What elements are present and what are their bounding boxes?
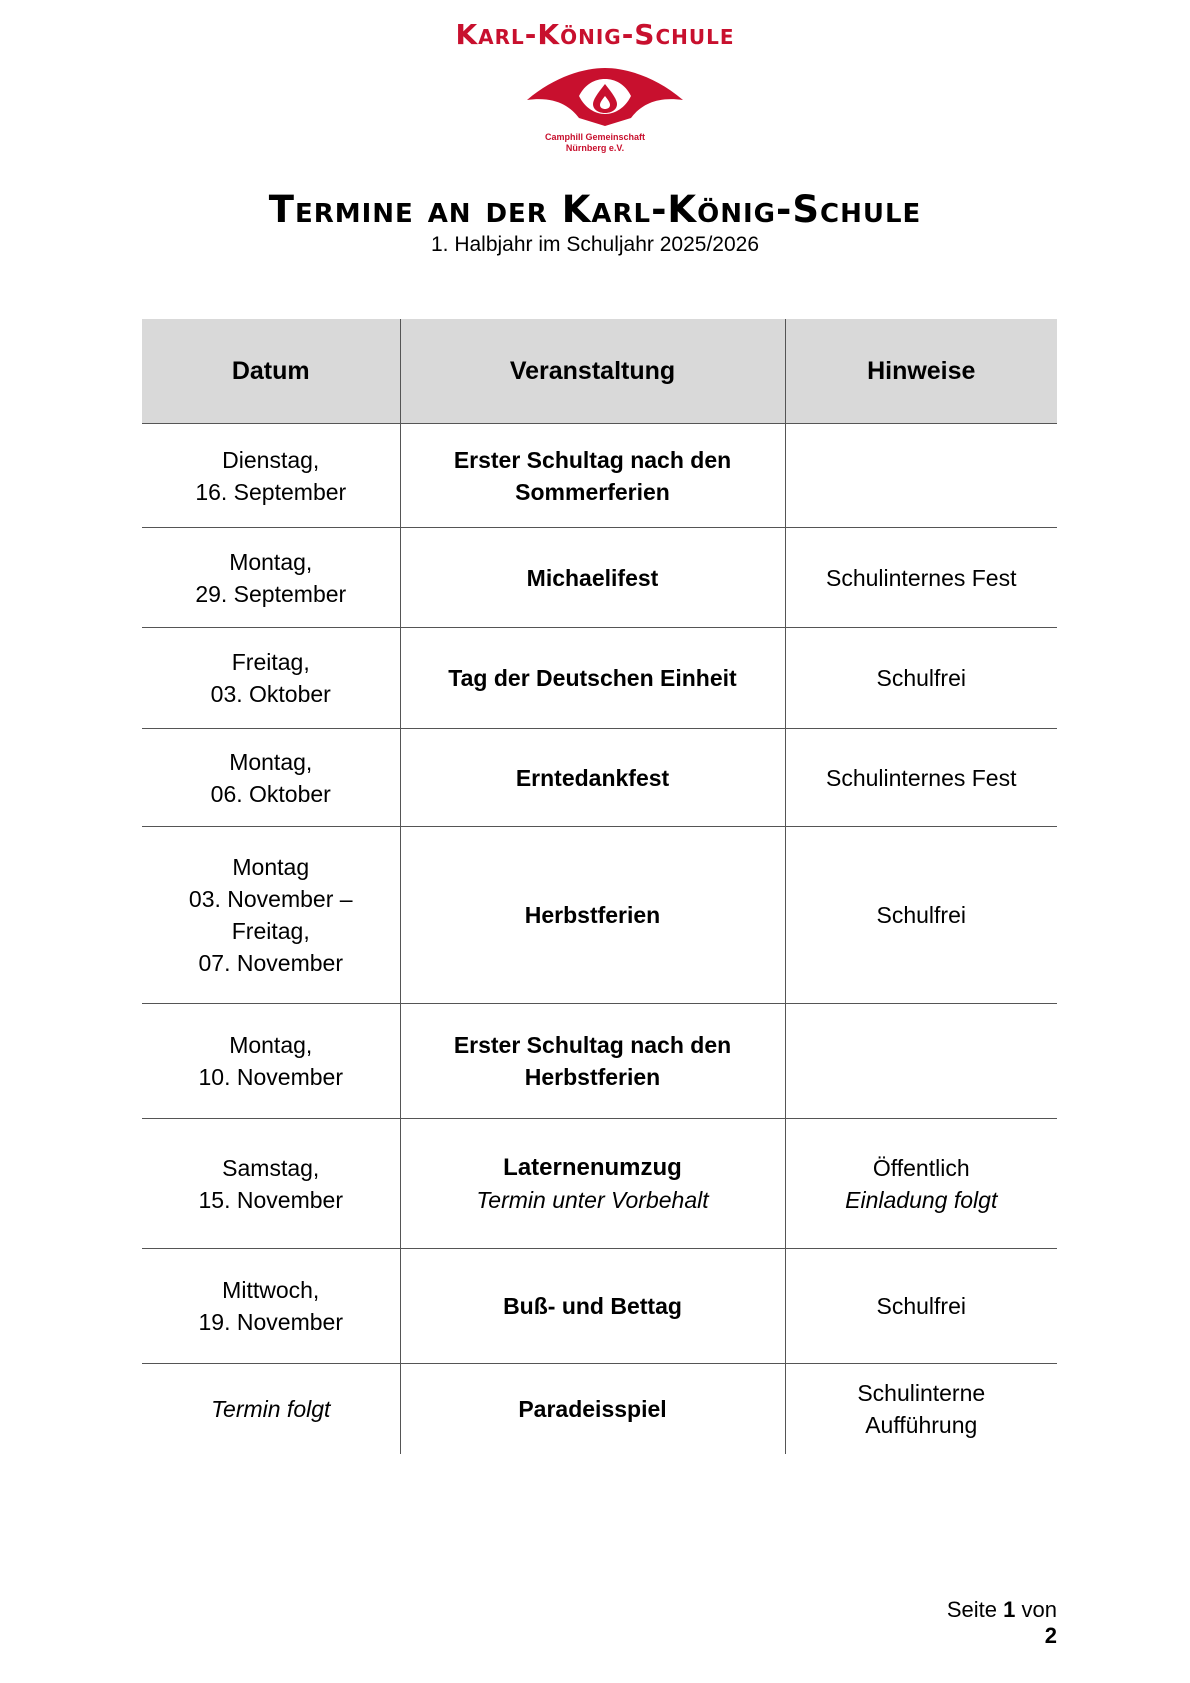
note-line: Schulinterne <box>857 1379 986 1406</box>
note-cell <box>785 424 1057 528</box>
date-line: 19. November <box>198 1309 343 1335</box>
note-cell <box>785 1119 1057 1249</box>
date-cell <box>142 729 400 827</box>
date-cell <box>142 1119 400 1249</box>
date-line: Samstag, <box>222 1154 320 1181</box>
date-cell <box>142 1249 400 1364</box>
note-cell: Schulfrei <box>785 827 1057 1004</box>
date-line: Montag, <box>229 748 313 775</box>
page-total: 2 <box>1044 1623 1057 1648</box>
note-cell: Schulinternes Fest <box>785 528 1057 628</box>
table-row <box>142 424 1057 528</box>
date-line: Montag, <box>229 1032 313 1058</box>
page-title: Termine an der Karl-König-Schule <box>268 188 922 231</box>
date-cell <box>142 528 400 628</box>
date-cell <box>142 1004 400 1119</box>
page-current: 1 <box>1003 1597 1016 1622</box>
event-line: Herbstferien <box>524 1064 661 1090</box>
date-cell <box>142 424 400 528</box>
event-cell: Buß- und Bettag <box>400 1249 785 1364</box>
header-hinweise: Hinweise <box>785 319 1057 424</box>
note-cell <box>785 1004 1057 1119</box>
date-line: 06. Oktober <box>210 780 331 807</box>
event-cell <box>400 1004 785 1119</box>
page-prefix: Seite <box>946 1597 998 1622</box>
date-cell <box>142 628 400 729</box>
date-line: Mittwoch, <box>222 1277 320 1303</box>
table-header-row <box>142 319 1057 424</box>
table-row <box>142 729 1057 827</box>
event-cell: Paradeisspiel <box>400 1364 785 1454</box>
date-line: Freitag, <box>231 649 310 675</box>
org-name-line1: Camphill Gemeinschaft <box>544 132 646 142</box>
table-row <box>142 827 1057 1004</box>
table-row <box>142 1119 1057 1249</box>
note-cell: Schulinternes Fest <box>785 729 1057 827</box>
org-name-line2: Nürnberg e.V. <box>565 143 625 153</box>
event-line: Sommerferien <box>515 478 670 505</box>
header-datum: Datum <box>142 319 400 424</box>
date-line: Montag <box>232 854 310 880</box>
note-cell <box>785 1364 1057 1454</box>
date-line: 15. November <box>198 1186 343 1213</box>
event-cell: Tag der Deutschen Einheit <box>400 628 785 729</box>
event-note: Termin unter Vorbehalt <box>476 1186 709 1213</box>
event-cell <box>400 1119 785 1249</box>
event-line: Erster Schultag nach den <box>453 1032 732 1058</box>
date-line: Dienstag, <box>222 446 320 473</box>
note-italic-line: Einladung folgt <box>845 1186 998 1213</box>
event-line: Laternenumzug <box>503 1153 682 1181</box>
date-cell <box>142 827 400 1004</box>
table-row <box>142 628 1057 729</box>
event-cell <box>400 424 785 528</box>
table-row <box>142 528 1057 628</box>
school-logo-wordmark: Karl-König-Schule <box>455 18 735 51</box>
table-row <box>142 1249 1057 1364</box>
page-middle: von <box>1021 1597 1057 1622</box>
table-row <box>142 1364 1057 1454</box>
page-number <box>930 1597 1057 1649</box>
date-cell: Termin folgt <box>211 1395 331 1422</box>
date-line: 03. November – <box>188 886 353 912</box>
event-line: Erster Schultag nach den <box>453 446 732 473</box>
event-cell: Erntedankfest <box>400 729 785 827</box>
date-line: 16. September <box>195 478 347 505</box>
page-subtitle: 1. Halbjahr im Schuljahr 2025/2026 <box>430 233 760 256</box>
header-veranstaltung: Veranstaltung <box>400 319 785 424</box>
note-cell: Schulfrei <box>785 1249 1057 1364</box>
date-line: 03. Oktober <box>210 681 331 707</box>
note-cell: Schulfrei <box>785 628 1057 729</box>
note-line: Aufführung <box>865 1411 978 1438</box>
event-cell: Herbstferien <box>400 827 785 1004</box>
school-emblem-icon <box>525 66 685 128</box>
note-line: Öffentlich <box>872 1154 970 1181</box>
date-line: 10. November <box>198 1064 343 1090</box>
event-cell: Michaelifest <box>400 528 785 628</box>
date-line: Freitag, <box>231 918 310 944</box>
events-table <box>142 319 1057 1454</box>
date-line: Montag, <box>229 548 313 575</box>
date-line: 07. November <box>198 950 343 976</box>
date-line: 29. September <box>195 580 347 607</box>
table-row <box>142 1004 1057 1119</box>
